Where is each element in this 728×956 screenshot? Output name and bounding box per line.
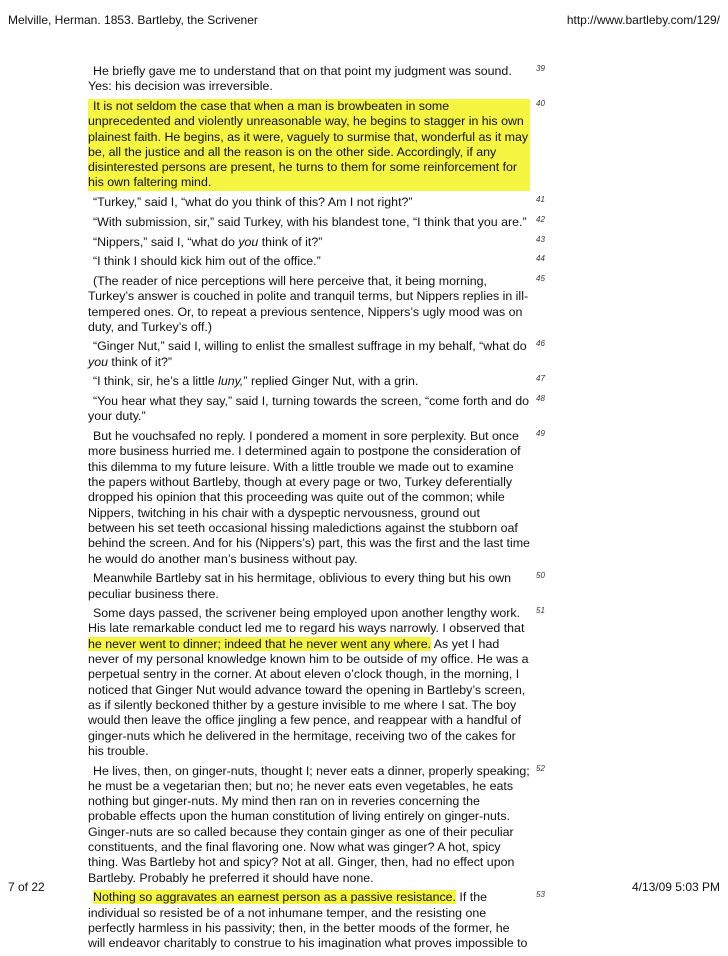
header-url[interactable]: http://www.bartleby.com/129/: [566, 13, 720, 27]
page-indicator: 7 of 22: [8, 880, 45, 894]
paragraph-text: [88, 429, 530, 567]
paragraph: [88, 394, 545, 425]
text-segment: Some days passed, the scrivener being employed upon another lengthy work. His late remarkable conduct led me to regard his ways narrowly. I observed that: [88, 606, 525, 636]
italic-text: luny,: [218, 374, 244, 389]
text-segment: “Nippers,” said I, “what do: [93, 234, 239, 249]
text-segment: He lives, then, on ginger-nuts, thought I; never eats a dinner, properly speaking; he must be a vegetarian then; but no; he never eats even vegetables, he eats nothing but ginger-nuts. My mind then ran on in reveries concerning the probable effects upon the human constitution of living entirely on ginger-nuts. Ginger-nuts are so called because they contain ginger as one of their peculiar constituents, and the final flavoring one. Now what was ginger? A hot, spicy thing. Was Bartleby hot and spicy? Not at all. Ginger, then, had no effect upon Bartleby. Probably he preferred it should have none.: [88, 763, 530, 885]
italic-text: you: [238, 234, 259, 249]
paragraph-number: 52: [536, 763, 545, 773]
text-segment: He briefly gave me to understand that on that point my judgment was sound. Yes: his decision was irreversible.: [88, 64, 512, 94]
text-segment: Meanwhile Bartleby sat in his hermitage, oblivious to every thing but his own peculiar business there.: [88, 571, 512, 601]
paragraph-number: 40: [536, 98, 545, 108]
paragraph-number: 39: [536, 64, 545, 73]
text-segment: “I think I should kick him out of the office.”: [93, 254, 321, 269]
paragraph-number: 49: [536, 429, 545, 439]
paragraph-number: 46: [536, 339, 545, 349]
paragraph: [88, 606, 545, 759]
paragraph: [88, 374, 545, 389]
text-segment: think of it?”: [258, 234, 323, 249]
document-body: [88, 64, 545, 956]
paragraph: [88, 98, 545, 191]
paragraph-text: [88, 215, 530, 230]
text-segment: As yet I had never of my personal knowledge known him to be outside of my office. He was a perpetual sentry in the corner. At about eleven o’clock though, in the morning, I noticed that Ginger Nut would advance toward the opening in Bartleby’s screen, as if silently beckoned thither by a gesture invisible to me where I sat. The boy would then leave the office jingling a few pence, and reappear with a handful of ginger-nuts which he delivered in the hermitage, receiving two of the cakes for his trouble.: [88, 636, 529, 758]
paragraph: [88, 763, 545, 886]
paragraph-number: 47: [536, 374, 545, 384]
paragraph-number: 50: [536, 571, 545, 581]
paragraph-text: [88, 235, 530, 250]
paragraph: [88, 890, 545, 951]
italic-text: you: [88, 354, 108, 369]
text-segment: “Turkey,” said I, “what do you think of this? Am I not right?”: [93, 195, 413, 210]
text-segment: It is not seldom the case that when a man is browbeaten in some unprecedented and violently unreasonable way, he begins to stagger in his own plainest faith. He begins, as it were, vaguely to surmise that, wonderful as it may be, all the justice and all the reason is on the other side. Accordingly, if any disinterested persons are present, he turns to them for some reinforcement for his own faltering mind.: [88, 98, 529, 190]
text-segment: If the individual so resisted be of a not inhumane temper, and the resisting one perfectly harmless in his passivity; then, in the better moods of the former, he will endeavor charitably to construe to his imagination what proves impossible to: [88, 890, 528, 951]
highlighted-text: Nothing so aggravates an earnest person as a passive resistance.: [93, 890, 456, 905]
paragraph: [88, 429, 545, 567]
paragraph: [88, 214, 545, 230]
paragraph: [88, 234, 545, 250]
text-segment: ” replied Ginger Nut, with a grin.: [243, 374, 419, 389]
text-segment: (The reader of nice perceptions will here perceive that, it being morning, Turkey’s answer is couched in polite and tranquil terms, but Nippers replies in ill-tempered ones. Or, to repeat a previous sentence, Nippers’s ugly mood was on duty, and Turkey’s off.): [88, 273, 529, 334]
paragraph-text: [88, 339, 530, 370]
text-segment: “Ginger Nut,” said I, willing to enlist the smallest suffrage in my behalf, “what do: [93, 339, 527, 354]
paragraph-text: [88, 394, 530, 425]
paragraph-text: [88, 571, 530, 602]
paragraph-number: 51: [536, 606, 545, 616]
paragraph-number: 44: [536, 254, 545, 264]
text-segment: “You hear what they say,” said I, turning towards the screen, “come forth and do your duty.”: [88, 394, 529, 424]
paragraph: [88, 195, 545, 210]
paragraph-text: [88, 374, 530, 389]
paragraph-text: [88, 274, 530, 335]
paragraph-text: [88, 254, 530, 269]
paragraph: [88, 64, 545, 95]
paragraph-number: 42: [536, 214, 545, 224]
text-segment: “I think, sir, he’s a little: [93, 374, 219, 389]
paragraph-text: [88, 890, 530, 951]
text-segment: “With submission, sir,” said Turkey, with his blandest tone, “I think that you are.”: [93, 214, 527, 229]
header-title: Melville, Herman. 1853. Bartleby, the Scrivener: [8, 13, 258, 27]
paragraph: [88, 571, 545, 602]
paragraph: [88, 273, 545, 335]
highlighted-text: he never went to dinner; indeed that he never went any where.: [88, 636, 432, 651]
paragraph-number: 43: [536, 234, 545, 244]
paragraph-number: 41: [536, 195, 545, 205]
paragraph-text: [88, 606, 530, 759]
text-segment: But he vouchsafed no reply. I pondered a moment in sore perplexity. But once more business hurried me. I determined again to postpone the consideration of this dilemma to my future leisure. With a little trouble we made out to examine the papers without Bartleby, though at every page or two, Turkey deferentially dropped his opinion that this proceeding was quite out of the common; while Nippers, twitching in his chair with a dyspeptic nervousness, ground out between his set teeth occasional hissing maledictions against the stubborn oaf behind the screen. And for his (Nippers’s) part, this was the first and the last time he would do another man’s business without pay.: [88, 429, 530, 566]
paragraph-number: 45: [536, 273, 545, 283]
paragraph: [88, 339, 545, 370]
print-timestamp: 4/13/09 5:03 PM: [631, 880, 720, 894]
paragraph-text: [88, 99, 530, 191]
paragraph-number: 53: [536, 890, 545, 900]
paragraph: [88, 254, 545, 269]
paragraph-text: [88, 764, 530, 886]
text-segment: think of it?”: [107, 354, 173, 369]
paragraph-text: [88, 64, 530, 95]
paragraph-number: 48: [536, 394, 545, 404]
paragraph-text: [88, 195, 530, 210]
